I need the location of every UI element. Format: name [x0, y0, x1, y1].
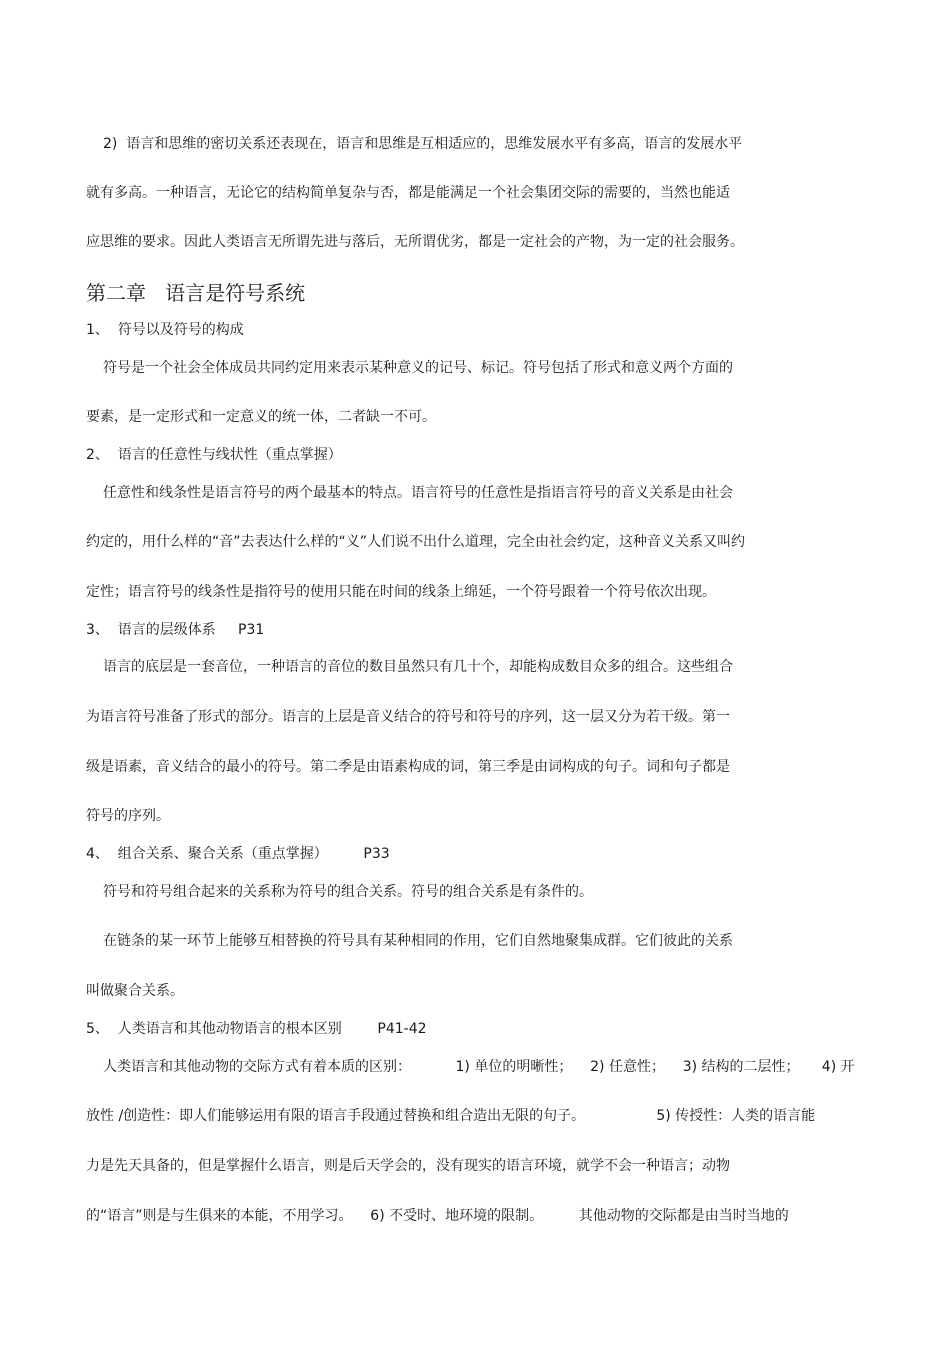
section-heading: 5、 人类语言和其他动物语言的根本区别 P41-42	[86, 1021, 427, 1037]
paragraph-line: 放性 /创造性：即人们能够运用有限的语言手段通过替换和组合造出无限的句子。 5) 传授性：人类的语言能	[86, 1108, 816, 1124]
paragraph-line: 符号的序列。	[86, 808, 170, 824]
paragraph-line: 的“语言”则是与生俱来的本能，不用学习。 6) 不受时、地环境的限制。 其他动物的交际都是由当时当地的	[86, 1208, 789, 1224]
paragraph-line: 要素，是一定形式和一定意义的统一体，二者缺一不可。	[86, 409, 436, 425]
section-heading: 1、 符号以及符号的构成	[86, 322, 244, 338]
paragraph-line: 任意性和线条性是语言符号的两个最基本的特点。语言符号的任意性是指语言符号的音义关系是由社会	[103, 485, 733, 501]
paragraph-line: 语言的底层是一套音位，一种语言的音位的数目虽然只有几十个，却能构成数目众多的组合。这些组合	[103, 659, 733, 675]
paragraph-line: 叫做聚合关系。	[86, 983, 184, 999]
section-heading: 2、 语言的任意性与线状性（重点掌握）	[86, 447, 342, 463]
paragraph-line: 人类语言和其他动物的交际方式有着本质的区别： 1) 单位的明晰性； 2) 任意性； 3) 结构的二层性； 4) 开	[103, 1059, 855, 1075]
paragraph-line: 力是先天具备的，但是掌握什么语言，则是后天学会的，没有现实的语言环境，就学不会一种语言；动物	[86, 1158, 730, 1174]
paragraph-line: 级是语素，音义结合的最小的符号。第二季是由语素构成的词，第三季是由词构成的句子。词和句子都是	[86, 759, 730, 775]
paragraph-line: 定性；语言符号的线条性是指符号的使用只能在时间的线条上绵延，一个符号跟着一个符号依次出现。	[86, 584, 716, 600]
paragraph-line: 应思维的要求。因此人类语言无所谓先进与落后，无所谓优劣，都是一定社会的产物，为一定的社会服务。	[86, 234, 744, 250]
paragraph-line: 2) 语言和思维的密切关系还表现在，语言和思维是互相适应的，思维发展水平有多高，语言的发展水平	[103, 136, 743, 152]
paragraph-line: 符号和符号组合起来的关系称为符号的组合关系。符号的组合关系是有条件的。	[103, 884, 593, 900]
paragraph-line: 在链条的某一环节上能够互相替换的符号具有某种相同的作用，它们自然地聚集成群。它们彼此的关系	[103, 933, 733, 949]
paragraph-line: 为语言符号准备了形式的部分。语言的上层是音义结合的符号和符号的序列，这一层又分为若干级。第一	[86, 709, 730, 725]
paragraph-line: 约定的，用什么样的“音”去表达什么样的“义”人们说不出什么道理，完全由社会约定，这种音义关系又叫约	[86, 534, 746, 550]
section-heading: 4、 组合关系、聚合关系（重点掌握） P33	[86, 846, 390, 862]
section-heading: 3、 语言的层级体系 P31	[86, 622, 265, 638]
chapter-title: 第二章 语言是符号系统	[86, 281, 306, 305]
paragraph-line: 符号是一个社会全体成员共同约定用来表示某种意义的记号、标记。符号包括了形式和意义两个方面的	[103, 360, 733, 376]
paragraph-line: 就有多高。一种语言，无论它的结构简单复杂与否，都是能满足一个社会集团交际的需要的，当然也能适	[86, 185, 730, 201]
